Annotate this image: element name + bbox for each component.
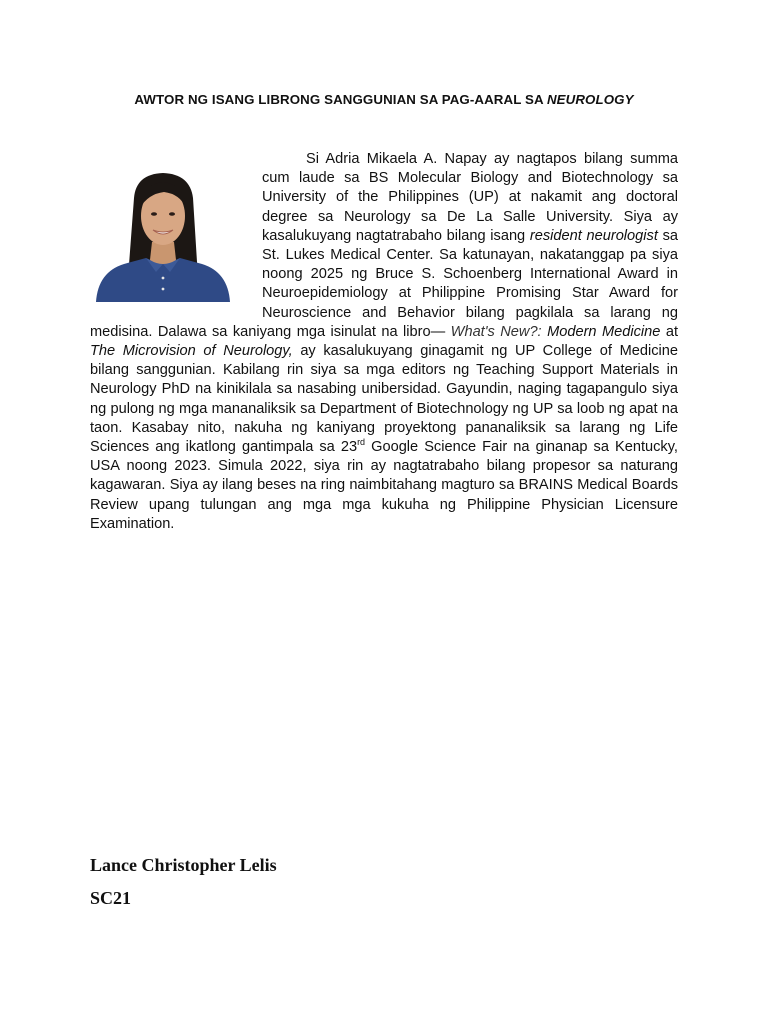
document-title <box>0 92 768 107</box>
author-bio <box>90 150 678 534</box>
bio-text-3: at <box>660 323 678 340</box>
book-title-1: Modern Medicine <box>547 323 661 340</box>
signature-code: SC21 <box>90 888 132 908</box>
bio-text-4: ay kasalukuyang ginagamit ng UP College of Medicine bilang sanggunian. Kabilang rin siya sa mga editors ng Teaching Support Materials in Neurology PhD na kinikilala sa nasabing unibersidad. Gayundin, naging tagapangulo siya ng pulong ng mga mananaliksik sa Department of Biotechnology ng UP sa loob ng apat na taon. Kasabay nito, nakuha ng kaniyang proyektong pananaliksik sa larang ng Life Sciences ang ikatlong gantimpala sa 23 <box>90 343 678 456</box>
title-main: AWTOR NG ISANG LIBRONG SANGGUNIAN SA PAG-AARAL SA <box>134 92 547 107</box>
bio-text-2: sa St. Lukes Medical Center. Sa katunayan, nakatanggap pa siya noong 2025 ng Bruce S. Schoenberg International Award in Neuroepidemiology at Philippine Promising Star Award for Neuroscience and Behavior bilang pagkilala sa larang ng medisina. Dalawa sa kaniyang mga isinulat na libro— <box>90 227 678 340</box>
bio-text-1: Si Adria Mikaela A. Napay ay nagtapos bilang summa cum laude sa BS Molecular Biology and Biotechnology sa University of the Philippines (UP) at nakamit ang doctoral degree sa Neurology sa De La Salle University. Siya ay kasalukuyang nagtatrabaho bilang isang <box>262 151 678 244</box>
signature-name: Lance Christopher Lelis <box>90 855 277 875</box>
author-portrait-image <box>94 168 232 302</box>
author-photo <box>94 168 236 320</box>
ordinal-superscript: rd <box>357 437 366 448</box>
book-title-2: The Microvision of Neurology, <box>90 343 293 360</box>
bio-text-5: Google Science Fair na ginanap sa Kentucky, USA noong 2023. Simula 2022, siya rin ay nagtatrabaho bilang propesor sa naturang kagawaran. Siya ay ilang beses na ring naimbitahang magturo sa BRAINS Medical Boards Review upang tulungan ang mga mga kukuha ng Philippine Physician Licensure Examination. <box>90 439 678 532</box>
bio-italic-role: resident neurologist <box>529 227 658 244</box>
book-title-1-prefix: What's New?: <box>450 323 548 340</box>
title-italic: NEUROLOGY <box>546 92 634 107</box>
